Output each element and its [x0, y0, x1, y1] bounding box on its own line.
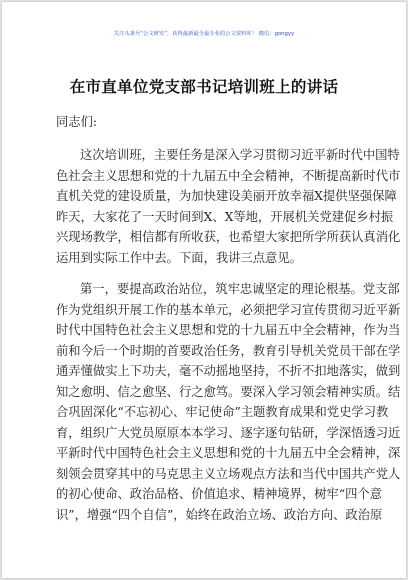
- paragraph-2-line: 时代中国特色社会主义思想和党的十九届五中全会精神，作为当: [56, 323, 401, 337]
- paragraph-2-line: 通弄懂做实上下功夫，毫不动摇地坚持，不折不扣地落实，做到: [56, 364, 401, 378]
- paragraph-2-line: 育，组织广大党员原原本本学习、逐字逐句钻研，学深悟透习近: [56, 425, 401, 440]
- paragraph-2-line: 识”，增强“四个自信”，始终在政治立场、政治方向、政治原: [56, 507, 383, 522]
- paragraph-2-line: 第一，要提高政治站位，筑牢忠诚坚定的理论根基。党支部: [80, 282, 400, 296]
- paragraph-1-line: 这次培训班，主要任务是深入学习贯彻习近平新时代中国特: [80, 148, 400, 162]
- header-banner: 关注头条号“公文研究”，获得最新最全最专业的公文资料库！ 微信：gongyy: [113, 31, 295, 37]
- paragraph-1-line: 色社会主义思想和党的十九届五中全会精神，不断提高新时代市: [56, 168, 401, 183]
- paragraph-2-line: 作为党组织开展工作的基本单元，必须把学习宣传贯彻习近平新: [56, 302, 401, 317]
- document-title: 在市直单位党支部书记培训班上的讲话: [69, 78, 339, 96]
- paragraph-2-line: 前和今后一个时期的首要政治任务，教育引导机关党员干部在学: [56, 343, 401, 358]
- paragraph-2-line: 的初心使命、政治品格、价值追求、精神境界，树牢“四个意: [56, 487, 383, 501]
- paragraph-2-line: 平新时代中国特色社会主义思想和党的十九届五中全会精神，深: [56, 446, 401, 460]
- paragraph-1-line: 昨天，大家花了一天时间到X、X等地，开展机关党建促乡村振: [56, 209, 394, 224]
- paragraph-2-line: 知之愈明、信之愈坚、行之愈笃。要深入学习领会精神实质。结: [56, 384, 401, 399]
- greeting: 同志们:: [56, 115, 98, 129]
- document-body: [56, 145, 401, 525]
- paragraph-1-line: 兴现场教学，相信都有所收获，也希望大家把所学所获认真消化: [56, 230, 401, 244]
- document-page: [2, 2, 406, 578]
- paragraph-1-line: 运用到实际工作中去。下面，我讲三点意见。: [56, 250, 302, 265]
- paragraph-1-line: 直机关党的建设质量，为加快建设美丽开放幸福X提供坚强保障: [56, 189, 397, 203]
- paragraph-2-line: 合巩固深化“不忘初心、牢记使命”主题教育成果和党史学习教: [56, 405, 389, 419]
- paragraph-2-line: 刻领会贯穿其中的马克思主义立场观点方法和当代中国共产党人: [56, 466, 401, 481]
